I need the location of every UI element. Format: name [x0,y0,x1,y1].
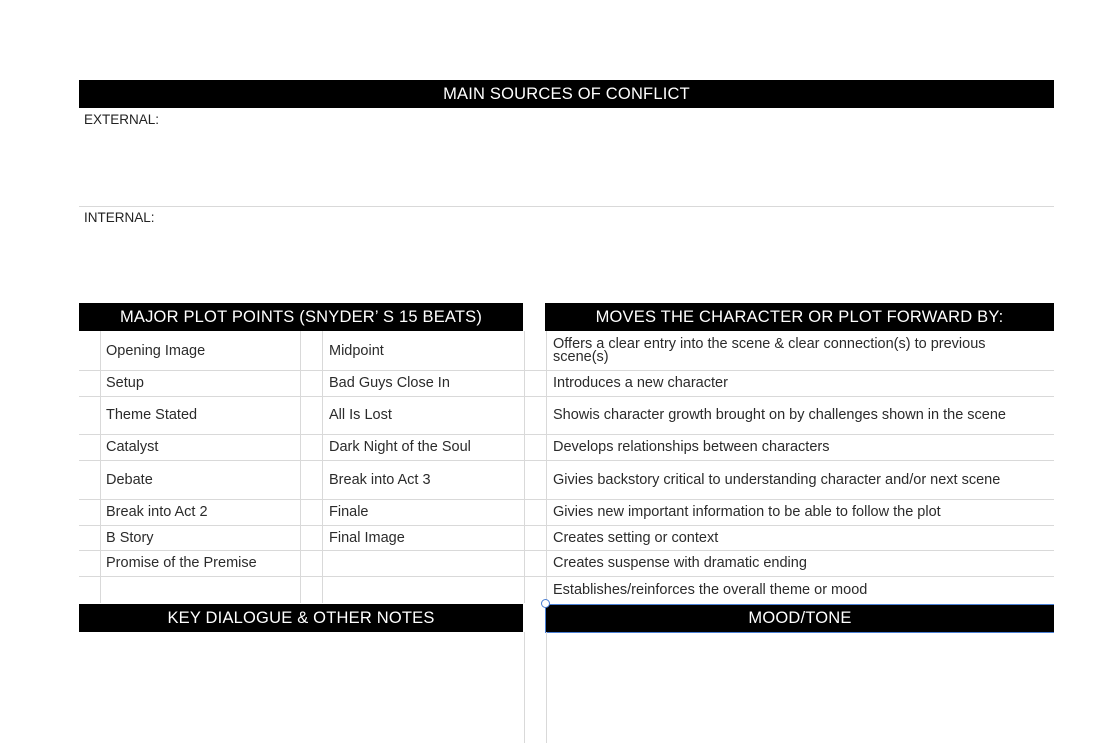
moves-cell: Offers a clear entry into the scene & clear connection(s) to previous scene(s) [553,335,986,365]
moves-cell: Establishes/reinforces the overall theme or mood [553,581,868,598]
moves-cell: Givies backstory critical to understanding character and/or next scene [553,471,1001,488]
internal-label: INTERNAL: [84,210,155,225]
notes-divider-right [546,632,547,743]
plot-points-header: MAJOR PLOT POINTS (SNYDER’ S 15 BEATS) [79,303,523,331]
column-line [300,331,301,603]
beat-cell-left [106,576,296,603]
column-line [322,331,323,603]
beat-cell-right [329,576,519,603]
beat-cell-left: Debate [106,471,153,488]
beat-cell-right: Break into Act 3 [329,471,431,488]
selection-handle[interactable] [541,599,550,608]
conflict-divider [79,206,1054,207]
beat-cell-right: Final Image [329,529,405,546]
conflict-header: MAIN SOURCES OF CONFLICT [79,80,1054,108]
beat-cell-right: Finale [329,504,369,520]
beat-cell-left: Promise of the Premise [106,555,257,571]
moves-cell: Givies new important information to be able to follow the plot [553,504,941,520]
moves-cell: Showis character growth brought on by challenges shown in the scene [553,407,1006,423]
key-dialogue-header: KEY DIALOGUE & OTHER NOTES [79,604,523,632]
beat-cell-left: B Story [106,529,154,546]
beat-cell-left: Break into Act 2 [106,504,208,520]
column-line [546,331,547,603]
beat-cell-right: Dark Night of the Soul [329,439,471,455]
beat-cell-right: Midpoint [329,342,384,359]
external-label: EXTERNAL: [84,112,160,127]
moves-cell: Creates setting or context [553,529,719,546]
beat-cell-left: Catalyst [106,439,159,455]
column-line [100,331,101,603]
beat-cell-left: Opening Image [106,342,206,359]
beat-cell-right [329,550,519,576]
notes-divider-left [524,632,525,743]
beat-cell-right: Bad Guys Close In [329,375,450,391]
mood-tone-header[interactable]: MOOD/TONE [545,604,1054,632]
beat-cell-left: Theme Stated [106,407,198,423]
moves-cell: Creates suspense with dramatic ending [553,555,807,571]
selection-underline [545,632,1054,633]
moves-cell: Develops relationships between characters [553,439,830,455]
moves-cell: Introduces a new character [553,375,728,391]
beat-cell-right: All Is Lost [329,407,392,423]
moves-forward-header: MOVES THE CHARACTER OR PLOT FORWARD BY: [545,303,1054,331]
beat-cell-left: Setup [106,375,144,391]
column-line [524,331,525,603]
